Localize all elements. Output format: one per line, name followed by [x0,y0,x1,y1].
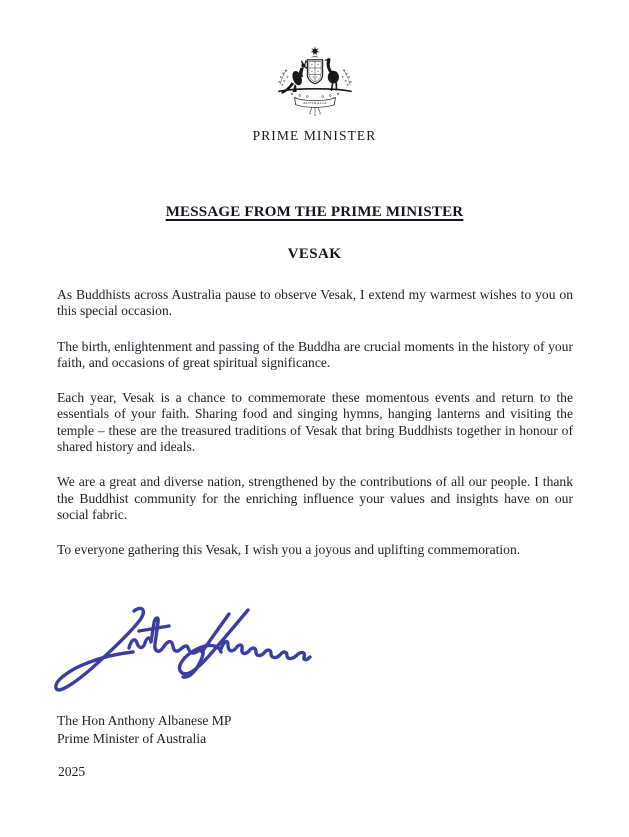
scroll-banner-icon [294,98,335,108]
body-paragraph-2: The birth, enlightenment and passing of the Buddha are crucial moments in the history of your faith, and occasions of great spiritual significance. [57,338,573,370]
coat-of-arms-scroll-text: AUSTRALIA [302,100,327,105]
body-paragraph-1: As Buddhists across Australia pause to observe Vesak, I extend my warmest wishes to you on this special occasion. [57,287,573,319]
signatory-block [57,712,231,748]
australian-coat-of-arms-icon [264,45,366,119]
body-paragraph-4: We are a great and diverse nation, strengthened by the contributions of all our people. I thank the Buddhist community for the enriching influence your values and insights have on our social fabric. [57,474,573,522]
body-paragraph-3: Each year, Vesak is a chance to commemorate these momentous events and return to the essentials of your faith. Sharing food and singing hymns, hanging lanterns and visiting the temple – these are the treasured traditions of Vesak that bring Buddhists together in honour of shared history and ideals. [57,390,573,455]
signatory-name: The Hon Anthony Albanese MP [57,713,232,728]
letter-year: 2025 [58,764,86,779]
body-paragraph-5: To everyone gathering this Vesak, I wish you a joyous and uplifting commemoration. [57,542,521,558]
office-title: PRIME MINISTER [252,128,377,143]
shield-icon [307,60,322,84]
signature-strokes [56,608,310,689]
message-title: MESSAGE FROM THE PRIME MINISTER [165,204,464,220]
signatory-title: Prime Minister of Australia [57,730,207,746]
signature-anthony-albanese [50,603,315,705]
emu-icon [323,58,338,91]
occasion-title: VESAK [287,246,342,262]
letter-body [57,287,573,578]
commonwealth-star-icon [310,47,319,56]
